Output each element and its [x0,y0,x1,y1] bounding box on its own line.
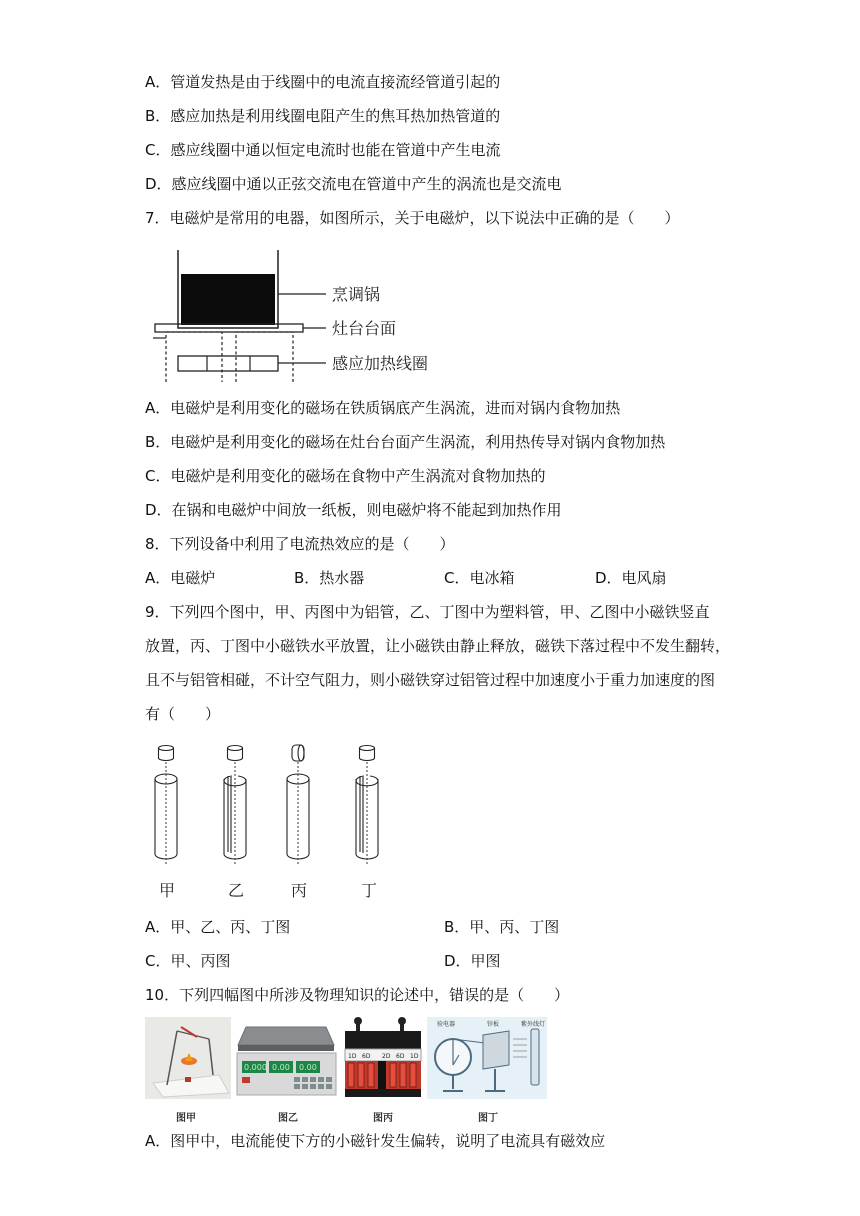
q9-stem-line-2: 放置，丙、丁图中小磁铁水平放置，让小磁铁由静止释放，磁铁下落过程中不发生翻转， [145,637,731,655]
q8-option-b: B．热水器 [294,569,365,587]
q8-option-d: D．电风扇 [595,569,667,587]
label-ding: 丁 [361,881,378,900]
tube-jia [155,746,177,867]
pot-label: 烹调锅 [332,285,381,304]
q8-stem: 8．下列设备中利用了电流热效应的是（ ） [145,535,455,553]
q7-option-a: A．电磁炉是利用变化的磁场在铁质锅底产生涡流，进而对锅内食物加热 [145,399,621,417]
q8-option-a: A．电磁炉 [145,569,216,587]
scale-display-weight: 0.000 [244,1063,267,1072]
scale-display-price: 0.00 [272,1063,290,1072]
q9-option-b: B．甲、丙、丁图 [444,918,560,936]
tube-label-2: 6D [362,1053,371,1060]
q9-option-d: D．甲图 [444,952,501,970]
q6-option-c: C．感应线圈中通以恒定电流时也能在管道中产生电流 [145,141,501,159]
tube-yi [224,746,246,867]
label-tu-bing: 图丙 [373,1113,393,1124]
label-tu-ding: 图丁 [478,1113,498,1124]
q9-stem-line-4: 有（ ） [145,705,221,723]
electroscope-label: 验电器 [437,1021,456,1028]
zinc-plate-label: 锌板 [487,1021,500,1028]
q9-stem-line-3: 且不与铝管相碰，不计空气阻力，则小磁铁穿过铝管过程中加速度小于重力加速度的图 [145,671,716,689]
magnet-tubes-diagram [140,742,400,904]
photo-bing [342,1017,424,1099]
q9-option-a: A．甲、乙、丙、丁图 [145,918,291,936]
q6-option-b: B．感应加热是利用线圈电阻产生的焦耳热加热管道的 [145,107,501,125]
coil [178,356,278,371]
q8-option-c: C．电冰箱 [444,569,515,587]
q10-stem: 10．下列四幅图中所涉及物理知识的论述中，错误的是（ ） [145,986,570,1004]
photo-ding [427,1017,547,1099]
coil-label: 感应加热线圈 [332,354,429,373]
tube-ding [356,746,378,867]
label-tu-jia: 图甲 [176,1113,196,1124]
photo-yi [234,1017,339,1099]
q7-option-c: C．电磁炉是利用变化的磁场在食物中产生涡流对食物加热的 [145,467,546,485]
q6-option-d: D．感应线圈中通以正弦交流电在管道中产生的涡流也是交流电 [145,175,562,193]
q9-option-c: C．甲、丙图 [145,952,231,970]
q7-option-d: D．在锅和电磁炉中间放一纸板，则电磁炉将不能起到加热作用 [145,501,562,519]
q7-option-b: B．电磁炉是利用变化的磁场在灶台台面产生涡流，利用热传导对锅内食物加热 [145,433,666,451]
induction-cooker-diagram [150,244,450,384]
tube-label-3: 2D [382,1053,391,1060]
label-bing: 丙 [291,881,308,900]
scale-display-total: 0.00 [299,1063,317,1072]
stove-label: 灶台台面 [332,319,397,338]
q6-option-a: A．管道发热是由于线圈中的电流直接流经管道引起的 [145,73,501,91]
tube-label-4: 6D [396,1053,405,1060]
pot-food [181,274,275,325]
tube-label-5: 1D [410,1053,419,1060]
photo-jia [145,1017,231,1099]
label-jia: 甲 [159,881,176,900]
tube-bing [287,745,309,866]
q7-stem: 7．电磁炉是常用的电器，如图所示，关于电磁炉，以下说法中正确的是（ ） [145,209,680,227]
tube-label-1: 1D [348,1053,357,1060]
q10-option-a: A．图甲中，电流能使下方的小磁针发生偏转，说明了电流具有磁效应 [145,1132,606,1150]
uv-lamp-label: 紫外线灯 [521,1021,546,1028]
q9-stem-line-1: 9．下列四个图中，甲、丙图中为铝管，乙、丁图中为塑料管，甲、乙图中小磁铁竖直 [145,603,710,621]
label-tu-yi: 图乙 [278,1113,298,1124]
label-yi: 乙 [228,881,245,900]
